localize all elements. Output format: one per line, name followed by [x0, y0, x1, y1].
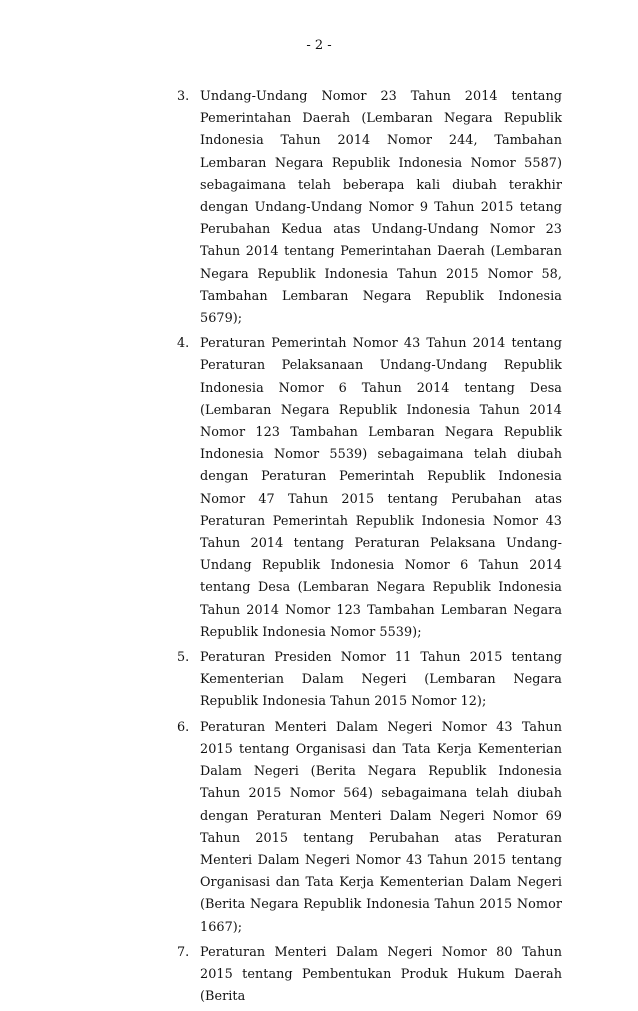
list-item-number: 5. — [177, 650, 190, 666]
regulation-list — [177, 86, 562, 1011]
list-item-text: Peraturan Pemerintah Nomor 43 Tahun 2014 tentang Peraturan Pelaksanaan Undang-Undang Republik Indonesia Nomor 6 Tahun 2014 tentang Desa (Lembaran Negara Republik Indonesia Tahun 2014 Nomor 123 Tambahan Lembaran Negara Republik Indonesia Nomor 5539) sebagaimana telah diubah dengan Peraturan Pemerintah Republik Indonesia Nomor 47 Tahun 2015 tentang Perubahan atas Peraturan Pemerintah Republik Indonesia Nomor 43 Tahun 2014 tentang Peraturan Pelaksana Undang-Undang Republik Indonesia Nomor 6 Tahun 2014 tentang Desa (Lembaran Negara Republik Indonesia Tahun 2014 Nomor 123 Tambahan Lembaran Negara Republik Indonesia Nomor 5539); — [200, 336, 562, 640]
list-item-number: 7. — [177, 944, 190, 960]
list-item-text: Undang-Undang Nomor 23 Tahun 2014 tentang Pemerintahan Daerah (Lembaran Negara Republik Indonesia Tahun 2014 Nomor 244, Tambahan Lembaran Negara Republik Indonesia Nomor 5587) sebagaimana telah beberapa kali diubah terakhir dengan Undang-Undang Nomor 9 Tahun 2015 tetang Perubahan Kedua atas Undang-Undang Nomor 23 Tahun 2014 tentang Pemerintahan Daerah (Lembaran Negara Republik Indonesia Tahun 2015 Nomor 58, Tambahan Lembaran Negara Republik Indonesia 5679); — [200, 89, 562, 327]
list-item — [177, 333, 562, 644]
list-item-number: 6. — [177, 719, 190, 735]
list-item — [177, 86, 562, 330]
list-item-number: 3. — [177, 89, 190, 104]
list-item — [177, 647, 562, 714]
list-item-text: Peraturan Presiden Nomor 11 Tahun 2015 tentang Kementerian Dalam Negeri (Lembaran Negara Republik Indonesia Tahun 2015 Nomor 12); — [200, 650, 562, 710]
list-item — [177, 717, 562, 939]
list-item — [177, 942, 562, 1009]
list-item-text: Peraturan Menteri Dalam Negeri Nomor 80 Tahun 2015 tentang Pembentukan Produk Hukum Daerah (Berita — [200, 944, 562, 1005]
page-number: - 2 - — [306, 38, 332, 53]
list-item-number: 4. — [177, 336, 190, 352]
list-item-text: Peraturan Menteri Dalam Negeri Nomor 43 Tahun 2015 tentang Organisasi dan Tata Kerja Kementerian Dalam Negeri (Berita Negara Republik Indonesia Tahun 2015 Nomor 564) sebagaimana telah diubah dengan Peraturan Menteri Dalam Negeri Nomor 69 Tahun 2015 tentang Perubahan atas Peraturan Menteri Dalam Negeri Nomor 43 Tahun 2015 tentang Organisasi dan Tata Kerja Kementerian Dalam Negeri (Berita Negara Republik Indonesia Tahun 2015 Nomor 1667); — [200, 719, 562, 935]
